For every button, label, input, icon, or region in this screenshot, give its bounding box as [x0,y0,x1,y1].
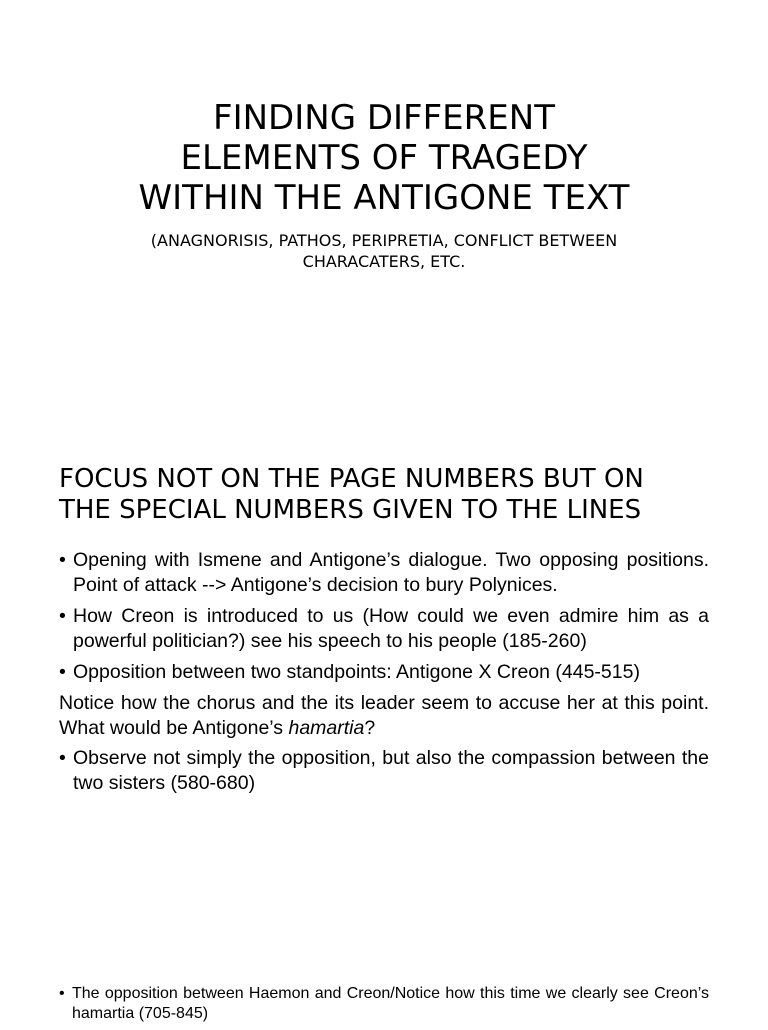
note-text: Notice how the chorus and the its leader seem to accuse her at this point. What would be Antigone’s [59,692,709,739]
bullet-item: • Opening with Ismene and Antigone’s dialogue. Two opposing positions. Point of attack --> Antigone’s decision to bury Polynices. [59,548,709,598]
slide-body [59,548,709,802]
bullet-item: • The opposition between Haemon and Creon/Notice how this time we clearly see Creon’s hamartia (705-845) [59,984,709,1024]
note-end: ? [364,717,376,739]
subtitle-line: CHARACATERS, ETC. [302,252,466,271]
note-paragraph [59,691,709,741]
bullet-item: • Observe not simply the opposition, but also the compassion between the two sisters (580-680) [59,746,709,796]
next-slide-body [59,984,709,1030]
section-heading [59,464,739,526]
bullet-item: • How Creon is introduced to us (How could we even admire him as a powerful politician?) see his speech to his people (185-260) [59,604,709,654]
slide-subtitle [0,230,768,272]
title-line: FINDING DIFFERENT [213,98,555,138]
title-line: ELEMENTS OF TRAGEDY [180,138,588,178]
title-line: WITHIN THE ANTIGONE TEXT [138,178,630,218]
slide-title [0,98,768,218]
subtitle-line: (ANAGNORISIS, PATHOS, PERIPRETIA, CONFLICT BETWEEN [150,231,618,250]
bullet-item: • Opposition between two standpoints: Antigone X Creon (445-515) [59,660,709,685]
note-emphasis: hamartia [288,717,365,739]
heading-line: FOCUS NOT ON THE PAGE NUMBERS BUT ON [59,464,644,494]
heading-line: THE SPECIAL NUMBERS GIVEN TO THE LINES [59,495,642,525]
